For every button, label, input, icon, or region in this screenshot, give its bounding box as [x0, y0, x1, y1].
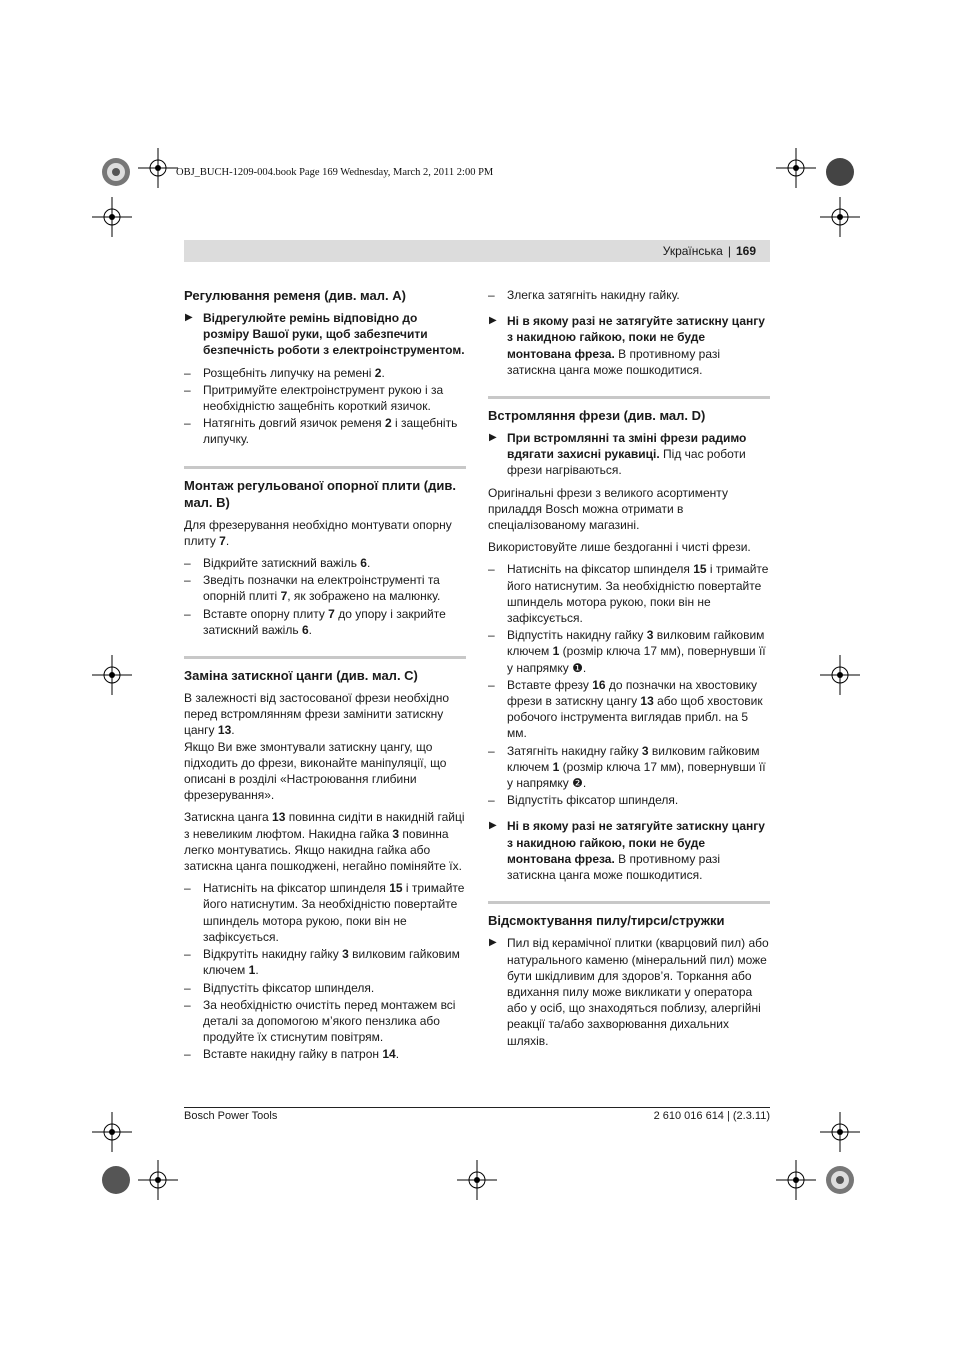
list-item: – Вставте фрезу 16 до позначки на хвостовику фрези в затискну цангу 13 або щоб хвостовик робочого інструмента виглядав прибл. на 5 мм. [488, 677, 763, 741]
header-separator: | [727, 244, 731, 258]
dash-marker: – [184, 416, 191, 431]
crop-mark-top-right-crosshair-icon [776, 148, 816, 188]
crop-mark-right-top-crosshair-icon [820, 197, 860, 237]
warning-collet-tighten: ▶ Ні в якому разі не затягуйте затискну цангу з накидною гайкою, поки не буде монтована фреза. В противному разі затискна цанга може пошкодитися. [489, 314, 765, 377]
paragraph: Для фрезерування необхідно монтувати опорну плиту 7. [184, 517, 452, 548]
dash-marker: – [184, 556, 191, 571]
registration-wheel-top-left-icon [101, 157, 131, 187]
dash-marker: – [488, 793, 495, 808]
section-title-base-plate: Монтаж регульованої опорної плити (див. мал. B) [184, 466, 466, 511]
page-number: 169 [735, 244, 756, 258]
crop-mark-right-bottom-crosshair-icon [820, 1112, 860, 1152]
crop-mark-top-left-crosshair-icon [138, 148, 178, 188]
list-item: – Вставте накидну гайку в патрон 14. [184, 1047, 400, 1062]
crop-mark-bottom-right-crosshair-icon [776, 1160, 816, 1200]
triangle-bullet-icon: ▶ [489, 315, 497, 327]
warning-gloves: ▶ При встромлянні та зміні фрези радимо вдягати захисні рукавиці. Під час роботи фрези нагріваються. [489, 431, 747, 478]
page-header [184, 240, 770, 262]
triangle-bullet-icon: ▶ [489, 820, 497, 832]
triangle-bullet-icon: ▶ [185, 312, 193, 323]
crop-mark-left-top-crosshair-icon [92, 197, 132, 237]
dash-marker: – [184, 881, 191, 896]
dash-marker: – [184, 382, 191, 397]
dash-marker: – [184, 1047, 191, 1062]
warning-collet-tighten-2: ▶ Ні в якому разі не затягуйте затискну цангу з накидною гайкою, поки не буде монтована фреза. В противному разі затискна цанга може пошкодитися. [489, 819, 765, 883]
dash-marker: – [184, 947, 191, 962]
dash-marker: – [184, 573, 191, 588]
list-item: – Притримуйте електроінструмент рукою і за необхідністю защебніть короткий язичок. [184, 382, 444, 414]
footer-rule [184, 1107, 770, 1108]
list-item: – Натягніть довгий язичок ременя 2 і защебніть липучку. [184, 416, 458, 447]
section-title-dust: Відсмоктування пилу/тирси/стружки [488, 901, 770, 929]
list-item: – Відпустіть фіксатор шпинделя. [488, 793, 679, 808]
crop-mark-bottom-center-crosshair-icon [457, 1160, 497, 1200]
list-item: – Вставте опорну плиту 7 до упору і закрийте затискний важіль 6. [184, 606, 446, 637]
list-item: – Відкрутіть накидну гайку 3 вилковим гайковим ключем 1. [184, 947, 460, 978]
dash-marker: – [488, 288, 495, 302]
crop-mark-left-mid-crosshair-icon [92, 655, 132, 695]
dash-marker: – [488, 743, 495, 758]
paragraph: Використовуйте лише бездоганні і чисті фрези. [488, 540, 751, 555]
list-item: – Злегка затягніть накидну гайку. [488, 288, 680, 302]
section-title-collet: Заміна затискної цанги (див. мал. C) [184, 656, 466, 684]
warning-belt: ▶ Відрегулюйте ремінь відповідно до розміру Вашої руки, щоб забезпечити безпечність роботи з електроінструментом. [185, 311, 465, 358]
registration-wheel-bottom-right-icon [825, 1165, 855, 1195]
list-item: – Відпустіть фіксатор шпинделя. [184, 980, 375, 995]
left-column [184, 287, 466, 1064]
registration-wheel-bottom-left-icon [101, 1165, 131, 1195]
paragraph: Якщо Ви вже змонтували затискну цангу, що підходить до фрези, виконайте маніпуляції, що описані в розділі «Настроювання глибини фрезерування». [184, 739, 447, 803]
paragraph: Оригінальні фрези з великого асортименту приладдя Bosch можна отримати в спеціалізованому магазині. [488, 485, 728, 533]
list-item: – Відкрийте затискний важіль 6. [184, 556, 371, 571]
dash-marker: – [488, 628, 495, 643]
dash-marker: – [184, 997, 191, 1012]
footer-brand: Bosch Power Tools [184, 1110, 278, 1122]
dash-marker: – [184, 980, 191, 995]
dash-marker: – [184, 606, 191, 621]
crop-mark-bottom-left-crosshair-icon [138, 1160, 178, 1200]
dash-marker: – [488, 562, 495, 577]
section-title-bit: Встромляння фрези (див. мал. D) [488, 396, 770, 424]
list-item: – Зведіть позначки на електроінструменті та опорній плиті 7, як зображено на малюнку. [184, 573, 441, 604]
print-info: OBJ_BUCH-1209-004.book Page 169 Wednesday, March 2, 2011 2:00 PM [176, 167, 494, 178]
section-title-belt: Регулювання ременя (див. мал. А) [184, 288, 406, 303]
triangle-bullet-icon: ▶ [489, 432, 497, 444]
dash-marker: – [488, 677, 495, 692]
warning-dust: ▶ Пил від керамічної плитки (кварцовий пил) або натурального каменю (мінеральний пил) може бути шкідливим для здоров’я. Торкання або вдихання пилу може викликати у оператора або у осіб, що знаходяться поблизу, алергійні реакції та/або захворювання дихальних шляхів. [489, 936, 769, 1048]
paragraph: В залежності від застосованої фрези необхідно перед встромлянням фрези замінити затискну цангу 13. [184, 691, 450, 738]
list-item: – За необхідністю очистіть перед монтажем всі деталі за допомогою м’якого пензлика або продуйте їх стиснутим повітрям. [184, 997, 456, 1045]
list-item: – Відпустіть накидну гайку 3 вилковим гайковим ключем 1 (розмір ключа 17 мм), повернувши її у напрямку ❶. [488, 628, 766, 675]
list-item: – Розщебніть липучку на ремені 2. [184, 365, 385, 380]
header-language: Українська [662, 244, 723, 258]
list-item: – Натисніть на фіксатор шпинделя 15 і тримайте його натиснутим. За необхідністю повертайте шпиндель мотора рукою, поки він не зафіксується. [184, 881, 465, 944]
paragraph: Затискна цанга 13 повинна сидіти в накидній гайці з невеликим люфтом. Накидна гайка 3 повинна легко монтуватись. Якщо накидна гайка або затискна цанга пошкоджені, негайно поміняйте їх. [184, 810, 465, 874]
triangle-bullet-icon: ▶ [489, 937, 497, 949]
footer-doc-number: 2 610 016 614 | (2.3.11) [653, 1110, 770, 1122]
dash-marker: – [184, 365, 191, 380]
crop-mark-left-bottom-crosshair-icon [92, 1112, 132, 1152]
crop-mark-right-mid-crosshair-icon [820, 655, 860, 695]
registration-wheel-top-right-icon [825, 157, 855, 187]
right-column [488, 287, 770, 1055]
list-item: – Затягніть накидну гайку 3 вилковим гайковим ключем 1 (розмір ключа 17 мм), повернувши її у напрямку ❷. [488, 743, 766, 791]
list-item: – Натисніть на фіксатор шпинделя 15 і тримайте його натиснутим. За необхідністю повертайте шпиндель мотора рукою, поки він не зафіксується. [488, 562, 769, 626]
